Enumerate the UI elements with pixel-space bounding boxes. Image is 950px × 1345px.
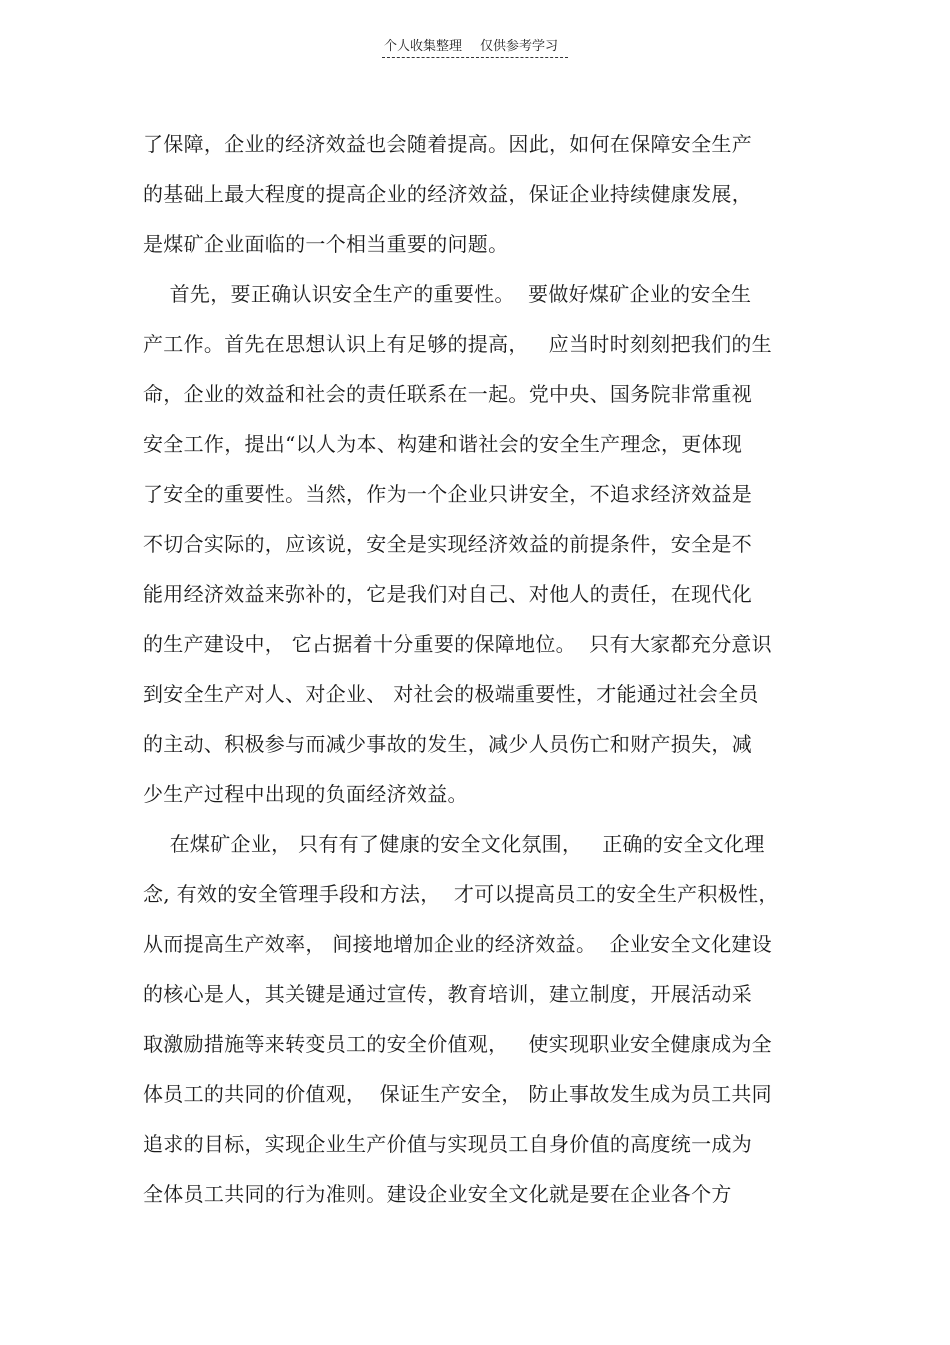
text-line: 到安全生产对人、对企业、 对社会的极端重要性，才能通过社会全员	[143, 682, 759, 706]
text-line: 能用经济效益来弥补的，它是我们对自己、对他人的责任，在现代化	[143, 582, 752, 606]
text-line: 首先，要正确认识安全生产的重要性。 要做好煤矿企业的安全生	[143, 282, 752, 306]
text-line: 追求的目标，实现企业生产价值与实现员工自身价值的高度统一成为	[143, 1132, 752, 1156]
text-line: 从而提高生产效率， 间接地增加企业的经济效益。 企业安全文化建设	[143, 932, 772, 956]
text-line: 的基础上最大程度的提高企业的经济效益，保证企业持续健康发展，	[143, 182, 752, 206]
header-right-text: 仅供参考学习	[480, 39, 559, 54]
text-line: 少生产过程中出现的负面经济效益。	[143, 782, 468, 806]
text-line: 是煤矿企业面临的一个相当重要的问题。	[143, 232, 509, 256]
document-body	[143, 119, 803, 1219]
text-line: 命，企业的效益和社会的责任联系在一起。党中央、国务院非常重视	[143, 382, 752, 406]
text-line: 了安全的重要性。当然，作为一个企业只讲安全，不追求经济效益是	[143, 482, 752, 506]
text-line: 体员工的共同的价值观， 保证生产安全， 防止事故发生成为员工共同	[143, 1082, 772, 1106]
text-line: 取激励措施等来转变员工的安全价值观， 使实现职业安全健康成为全	[143, 1032, 772, 1056]
text-line: 在煤矿企业， 只有有了健康的安全文化氛围， 正确的安全文化理	[143, 832, 765, 856]
text-line: 念, 有效的安全管理手段和方法， 才可以提高员工的安全生产积极性，	[143, 882, 779, 906]
text-line: 的核心是人，其关键是通过宣传，教育培训，建立制度，开展活动采	[143, 982, 752, 1006]
text-line: 了保障，企业的经济效益也会随着提高。因此，如何在保障安全生产	[143, 132, 752, 156]
text-line: 产工作。首先在思想认识上有足够的提高， 应当时时刻刻把我们的生	[143, 332, 772, 356]
header-left-text: 个人收集整理	[384, 39, 463, 54]
header-dashed-rule	[382, 57, 568, 58]
text-line: 的主动、积极参与而减少事故的发生，减少人员伤亡和财产损失，减	[143, 732, 752, 756]
text-line: 不切合实际的，应该说，安全是实现经济效益的前提条件，安全是不	[143, 532, 752, 556]
text-line: 的生产建设中， 它占据着十分重要的保障地位。 只有大家都充分意识	[143, 632, 772, 656]
page-header	[384, 38, 570, 58]
text-line: 全体员工共同的行为准则。建设企业安全文化就是要在企业各个方	[143, 1182, 732, 1206]
text-line: 安全工作，提出“以人为本、构建和谐社会的安全生产理念，更体现	[143, 432, 743, 456]
